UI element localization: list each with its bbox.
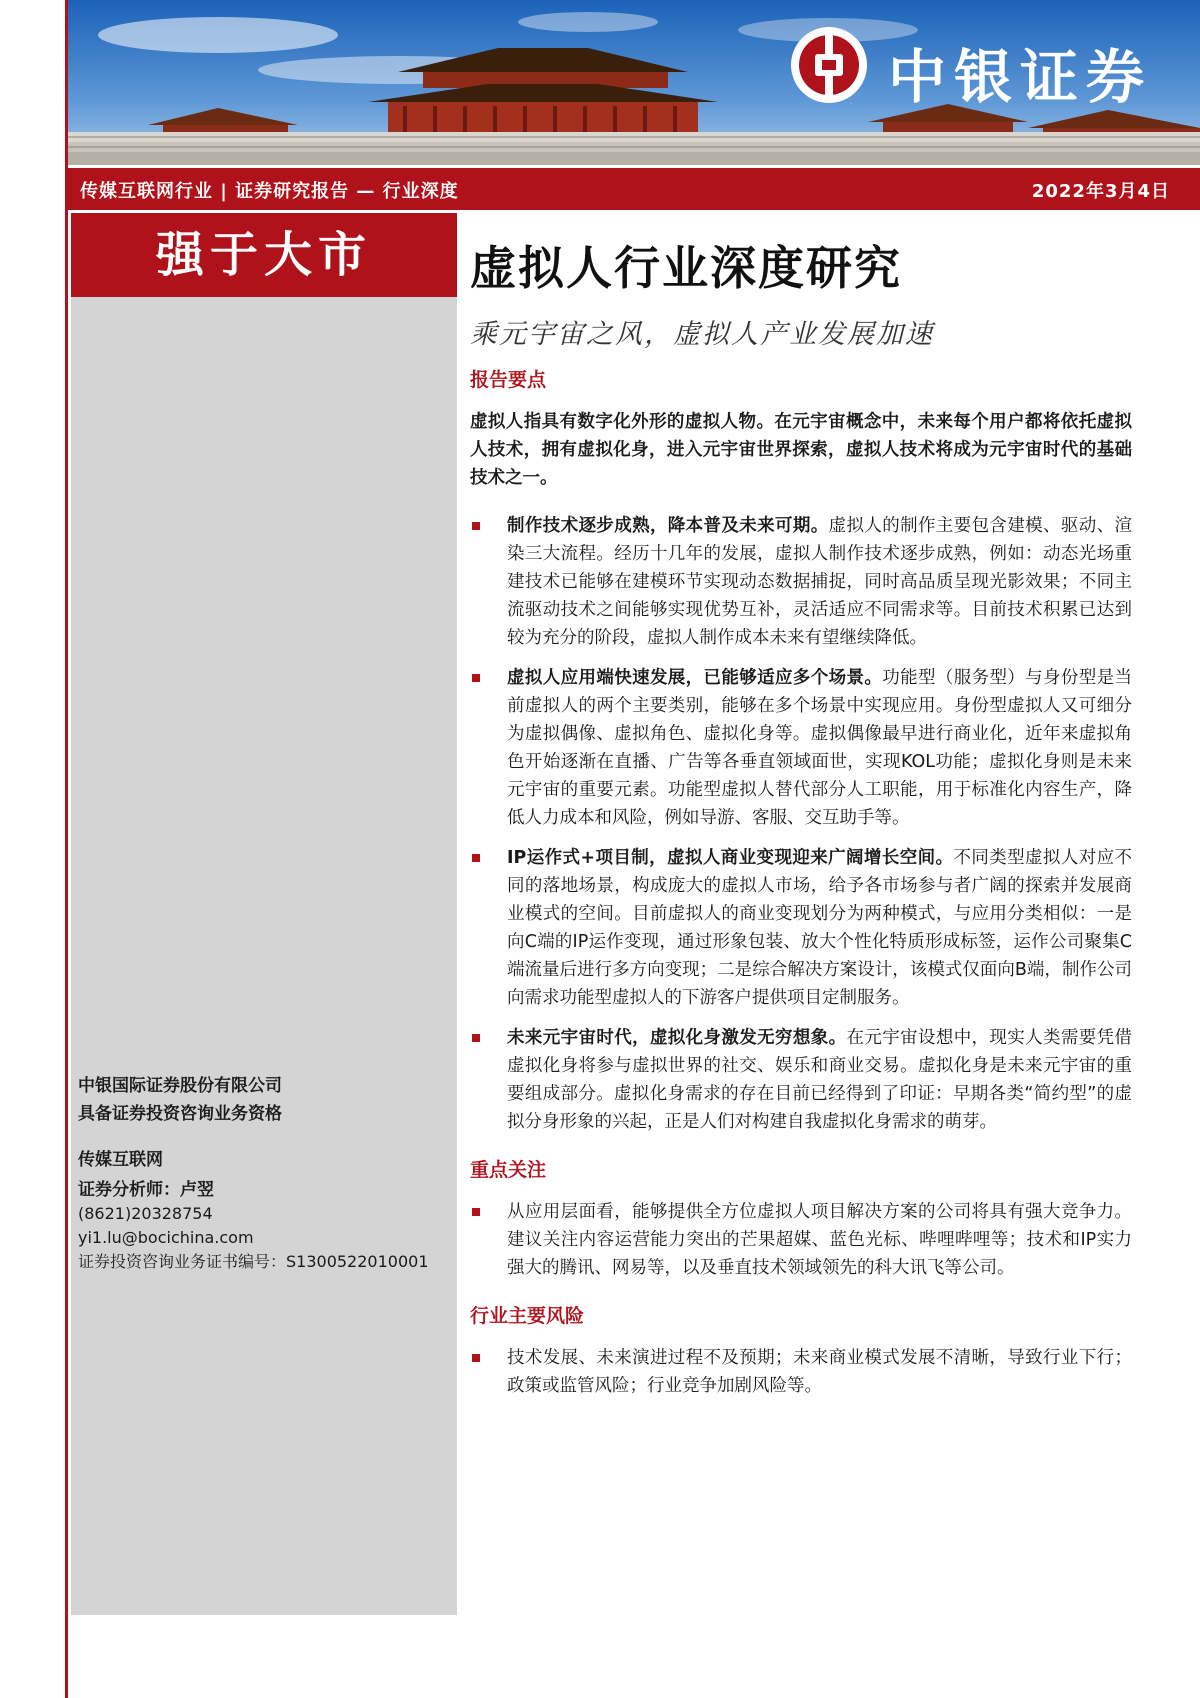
sector-name: 传媒互联网 (78, 1150, 163, 1170)
company-qualification: 具备证券投资咨询业务资格 (78, 1104, 282, 1124)
bullet-body: 虚拟人的制作主要包含建模、驱动、渲染三大流程。经历十几年的发展，虚拟人制作技术逐步成熟，例如：动态光场重建技术已能够在建模环节实现动态数据捕捉，同时高品质呈现光影效果；不同主流驱动技术之间能够实现优势互补，灵活适应不同需求等。目前技术积累已达到较为充分的阶段，虚拟人制作成本未来有望继续降低。 (507, 516, 1133, 648)
breadcrumb (80, 177, 459, 203)
bullet-item (470, 1198, 1132, 1282)
bullet-lead: 虚拟人应用端快速发展，已能够适应多个场景。 (507, 668, 883, 688)
bullet-body: 技术发展、未来演进过程不及预期；未来商业模式发展不清晰，导致行业下行；政策或监管风险；行业竞争加剧风险等。 (507, 1348, 1132, 1396)
bullet-item (470, 664, 1132, 832)
analyst-email[interactable]: yi1.lu@bocichina.com (78, 1228, 254, 1247)
bullet-lead: IP运作式+项目制，虚拟人商业变现迎来广阔增长空间。 (507, 848, 954, 868)
analyst-phone: (8621)20328754 (78, 1204, 213, 1223)
bullet-item (470, 1024, 1132, 1136)
company-name: 中银国际证券股份有限公司 (78, 1076, 282, 1096)
bullet-square-icon (472, 854, 480, 862)
bullet-body: 从应用层面看，能够提供全方位虚拟人项目解决方案的公司将具有强大竞争力。建议关注内容运营能力突出的芒果超媒、蓝色光标、哔哩哔哩等；技术和IP实力强大的腾讯、网易等，以及垂直技术领域领先的科大讯飞等公司。 (507, 1202, 1132, 1278)
boc-logo-icon (788, 24, 870, 106)
brand-logo (788, 24, 1158, 111)
report-type-label: 证券研究报告 — 行业深度 (235, 181, 459, 202)
analyst-cert-number: 证券投资咨询业务证书编号：S1300522010001 (78, 1252, 429, 1271)
bullet-body: 功能型（服务型）与身份型是当前虚拟人的两个主要类别，能够在多个场景中实现应用。身份型虚拟人又可细分为虚拟偶像、虚拟角色、虚拟化身等。虚拟偶像最早进行商业化，近年来虚拟角色开始逐渐在直播、广告等各垂直领域面世，实现KOL功能；虚拟化身则是未来元宇宙的重要元素。功能型虚拟人替代部分人工职能，用于标准化内容生产，降低人力成本和风险，例如导游、客服、交互助手等。 (507, 668, 1133, 828)
header-bar (68, 168, 1200, 210)
report-subtitle: 乘元宇宙之风，虚拟人产业发展加速 (470, 319, 934, 350)
company-info (78, 1072, 282, 1128)
analyst-name: 证券分析师：卢翌 (78, 1180, 214, 1200)
sidebar-panel (71, 213, 457, 1615)
section-title-focus: 重点关注 (470, 1159, 547, 1181)
bullet-body: 在元宇宙设想中，现实人类需要凭借虚拟化身将参与虚拟世界的社交、娱乐和商业交易。虚拟化身是未来元宇宙的重要组成部分。虚拟化身需求的存在目前已经得到了印证：早期各类“简约型”的虚拟分身形象的兴起，正是人们对构建自我虚拟化身需求的萌芽。 (507, 1028, 1132, 1132)
bullet-lead: 制作技术逐步成熟，降本普及未来可期。 (507, 516, 829, 536)
main-content (470, 366, 1132, 1412)
section-title-risk: 行业主要风险 (470, 1305, 585, 1327)
brand-name: 中银证券 (888, 43, 1153, 111)
category-label: 传媒互联网行业 (80, 181, 213, 202)
section-title-highlights: 报告要点 (470, 369, 547, 391)
bullet-square-icon (472, 1208, 480, 1216)
left-margin-rule (0, 0, 68, 1698)
bullet-square-icon (472, 674, 480, 682)
bullet-square-icon (472, 1354, 480, 1362)
analyst-info (78, 1148, 429, 1274)
report-date: 2022年3月4日 (1031, 181, 1170, 202)
breadcrumb-separator: | (220, 181, 228, 202)
bullet-item (470, 844, 1132, 1012)
bullet-lead: 未来元宇宙时代，虚拟化身激发无穷想象。 (507, 1028, 847, 1048)
intro-paragraph: 虚拟人指具有数字化外形的虚拟人物。在元宇宙概念中，未来每个用户都将依托虚拟人技术，拥有虚拟化身，进入元宇宙世界探索，虚拟人技术将成为元宇宙时代的基础技术之一。 (470, 412, 1132, 488)
rating-badge: 强于大市 (71, 213, 457, 297)
report-title: 虚拟人行业深度研究 (470, 241, 902, 295)
bullet-item (470, 1344, 1132, 1400)
bullet-square-icon (472, 522, 480, 530)
bullet-square-icon (472, 1034, 480, 1042)
bullet-item (470, 512, 1132, 652)
bullet-body: 不同类型虚拟人对应不同的落地场景，构成庞大的虚拟人市场，给予各市场参与者广阔的探索并发展商业模式的空间。目前虚拟人的商业变现划分为两种模式，与应用分类相似：一是向C端的IP运作变现，通过形象包装、放大个性化特质形成标签，运作公司聚集C端流量后进行多方向变现；二是综合解决方案设计，该模式仅面向B端，制作公司向需求功能型虚拟人的下游客户提供项目定制服务。 (507, 848, 1133, 1008)
